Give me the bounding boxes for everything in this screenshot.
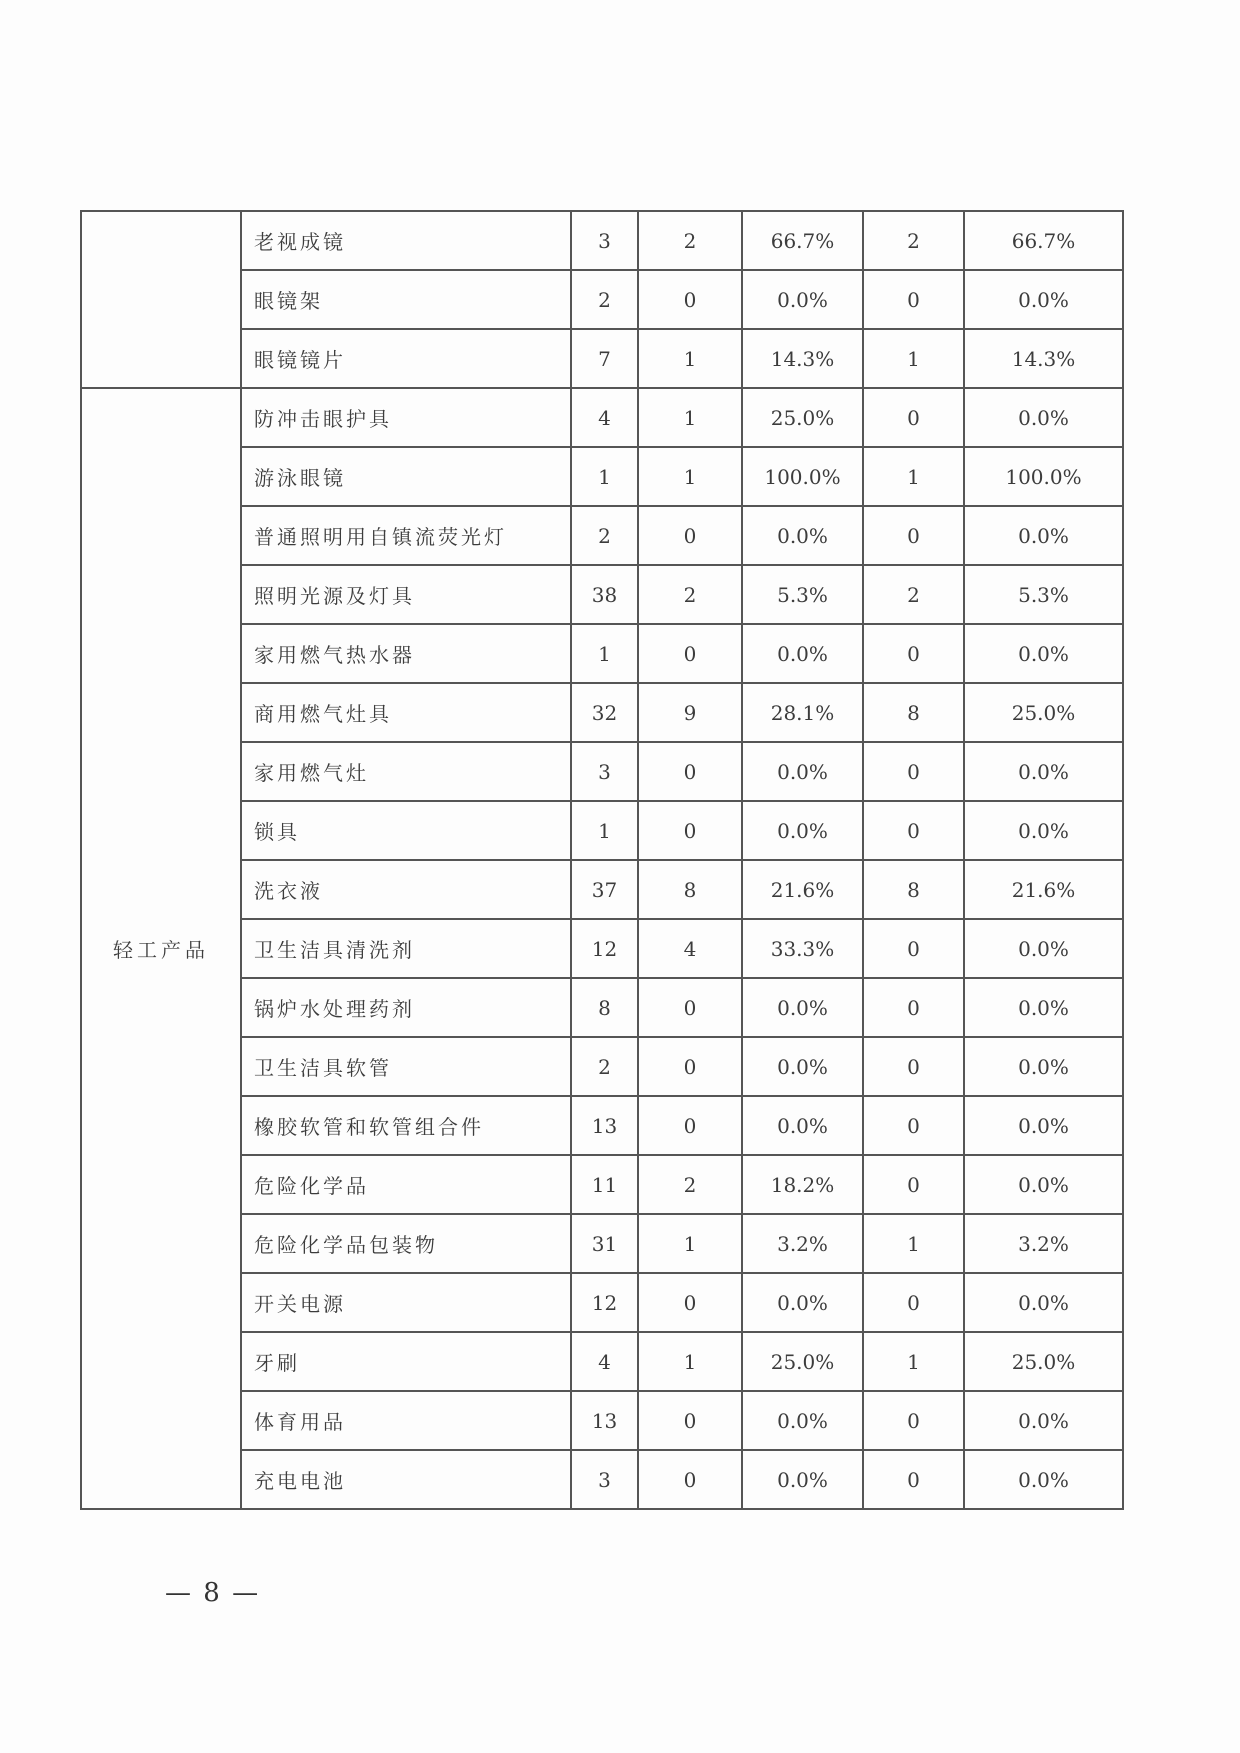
- rate-cell: 66.7%: [964, 211, 1123, 270]
- nonconforming-batches-cell: 0: [638, 624, 742, 683]
- product-name-cell: 家用燃气灶: [241, 742, 571, 801]
- nonconforming-batches-cell: 1: [638, 388, 742, 447]
- table-row: [81, 388, 1123, 447]
- sampled-batches-cell: 37: [571, 860, 638, 919]
- nonconforming-rate-cell: 0.0%: [742, 801, 863, 860]
- nonconforming-count-cell: 1: [863, 1332, 964, 1391]
- table-body: [81, 211, 1123, 1509]
- nonconforming-count-cell: 0: [863, 1273, 964, 1332]
- nonconforming-count-cell: 1: [863, 447, 964, 506]
- nonconforming-rate-cell: 18.2%: [742, 1155, 863, 1214]
- product-name-cell: 橡胶软管和软管组合件: [241, 1096, 571, 1155]
- nonconforming-rate-cell: 21.6%: [742, 860, 863, 919]
- product-name-cell: 危险化学品: [241, 1155, 571, 1214]
- nonconforming-rate-cell: 0.0%: [742, 1450, 863, 1509]
- rate-cell: 14.3%: [964, 329, 1123, 388]
- nonconforming-rate-cell: 25.0%: [742, 1332, 863, 1391]
- product-name-cell: 牙刷: [241, 1332, 571, 1391]
- sampled-batches-cell: 4: [571, 1332, 638, 1391]
- product-name-cell: 卫生洁具软管: [241, 1037, 571, 1096]
- nonconforming-rate-cell: 0.0%: [742, 1037, 863, 1096]
- product-name-cell: 眼镜架: [241, 270, 571, 329]
- nonconforming-batches-cell: 0: [638, 1391, 742, 1450]
- sampled-batches-cell: 4: [571, 388, 638, 447]
- rate-cell: 0.0%: [964, 624, 1123, 683]
- nonconforming-count-cell: 0: [863, 1155, 964, 1214]
- nonconforming-rate-cell: 33.3%: [742, 919, 863, 978]
- product-name-cell: 游泳眼镜: [241, 447, 571, 506]
- rate-cell: 0.0%: [964, 1096, 1123, 1155]
- page-number: — 8 —: [165, 1578, 261, 1608]
- nonconforming-batches-cell: 2: [638, 211, 742, 270]
- nonconforming-batches-cell: 2: [638, 565, 742, 624]
- sampled-batches-cell: 31: [571, 1214, 638, 1273]
- nonconforming-rate-cell: 0.0%: [742, 270, 863, 329]
- nonconforming-count-cell: 0: [863, 1391, 964, 1450]
- rate-cell: 0.0%: [964, 1155, 1123, 1214]
- nonconforming-count-cell: 0: [863, 742, 964, 801]
- rate-cell: 0.0%: [964, 742, 1123, 801]
- product-name-cell: 卫生洁具清洗剂: [241, 919, 571, 978]
- rate-cell: 5.3%: [964, 565, 1123, 624]
- sampled-batches-cell: 8: [571, 978, 638, 1037]
- rate-cell: 0.0%: [964, 506, 1123, 565]
- rate-cell: 21.6%: [964, 860, 1123, 919]
- nonconforming-count-cell: 0: [863, 1450, 964, 1509]
- product-name-cell: 体育用品: [241, 1391, 571, 1450]
- rate-cell: 0.0%: [964, 978, 1123, 1037]
- product-name-cell: 防冲击眼护具: [241, 388, 571, 447]
- nonconforming-count-cell: 0: [863, 919, 964, 978]
- product-name-cell: 锁具: [241, 801, 571, 860]
- sampled-batches-cell: 3: [571, 1450, 638, 1509]
- product-name-cell: 普通照明用自镇流荧光灯: [241, 506, 571, 565]
- rate-cell: 0.0%: [964, 1273, 1123, 1332]
- nonconforming-batches-cell: 1: [638, 1214, 742, 1273]
- sampled-batches-cell: 3: [571, 211, 638, 270]
- nonconforming-rate-cell: 28.1%: [742, 683, 863, 742]
- nonconforming-batches-cell: 1: [638, 447, 742, 506]
- product-name-cell: 老视成镜: [241, 211, 571, 270]
- nonconforming-count-cell: 1: [863, 329, 964, 388]
- rate-cell: 25.0%: [964, 1332, 1123, 1391]
- nonconforming-batches-cell: 0: [638, 801, 742, 860]
- rate-cell: 0.0%: [964, 919, 1123, 978]
- sampled-batches-cell: 12: [571, 1273, 638, 1332]
- sampled-batches-cell: 2: [571, 1037, 638, 1096]
- nonconforming-count-cell: 0: [863, 1096, 964, 1155]
- sampled-batches-cell: 38: [571, 565, 638, 624]
- product-name-cell: 照明光源及灯具: [241, 565, 571, 624]
- nonconforming-rate-cell: 0.0%: [742, 506, 863, 565]
- product-name-cell: 家用燃气热水器: [241, 624, 571, 683]
- sampled-batches-cell: 13: [571, 1096, 638, 1155]
- nonconforming-count-cell: 0: [863, 270, 964, 329]
- nonconforming-batches-cell: 0: [638, 1450, 742, 1509]
- nonconforming-count-cell: 0: [863, 388, 964, 447]
- sampled-batches-cell: 11: [571, 1155, 638, 1214]
- nonconforming-rate-cell: 0.0%: [742, 1273, 863, 1332]
- product-name-cell: 危险化学品包装物: [241, 1214, 571, 1273]
- table-row: [81, 211, 1123, 270]
- nonconforming-batches-cell: 0: [638, 1096, 742, 1155]
- nonconforming-rate-cell: 14.3%: [742, 329, 863, 388]
- nonconforming-rate-cell: 0.0%: [742, 978, 863, 1037]
- rate-cell: 0.0%: [964, 1450, 1123, 1509]
- product-name-cell: 洗衣液: [241, 860, 571, 919]
- nonconforming-count-cell: 2: [863, 211, 964, 270]
- sampled-batches-cell: 1: [571, 801, 638, 860]
- sampled-batches-cell: 1: [571, 447, 638, 506]
- nonconforming-count-cell: 8: [863, 683, 964, 742]
- nonconforming-rate-cell: 66.7%: [742, 211, 863, 270]
- nonconforming-count-cell: 0: [863, 506, 964, 565]
- nonconforming-batches-cell: 1: [638, 329, 742, 388]
- nonconforming-rate-cell: 5.3%: [742, 565, 863, 624]
- nonconforming-rate-cell: 100.0%: [742, 447, 863, 506]
- product-name-cell: 充电电池: [241, 1450, 571, 1509]
- product-name-cell: 眼镜镜片: [241, 329, 571, 388]
- sampled-batches-cell: 1: [571, 624, 638, 683]
- category-cell-light-industry: 轻工产品: [81, 388, 241, 1509]
- nonconforming-count-cell: 0: [863, 801, 964, 860]
- sampled-batches-cell: 7: [571, 329, 638, 388]
- nonconforming-batches-cell: 0: [638, 978, 742, 1037]
- rate-cell: 3.2%: [964, 1214, 1123, 1273]
- nonconforming-rate-cell: 25.0%: [742, 388, 863, 447]
- nonconforming-batches-cell: 0: [638, 506, 742, 565]
- sampled-batches-cell: 12: [571, 919, 638, 978]
- nonconforming-count-cell: 0: [863, 978, 964, 1037]
- nonconforming-batches-cell: 1: [638, 1332, 742, 1391]
- sampled-batches-cell: 13: [571, 1391, 638, 1450]
- nonconforming-batches-cell: 0: [638, 1037, 742, 1096]
- nonconforming-rate-cell: 3.2%: [742, 1214, 863, 1273]
- sampled-batches-cell: 32: [571, 683, 638, 742]
- inspection-results-table: [80, 210, 1124, 1510]
- nonconforming-rate-cell: 0.0%: [742, 624, 863, 683]
- nonconforming-batches-cell: 8: [638, 860, 742, 919]
- nonconforming-count-cell: 8: [863, 860, 964, 919]
- category-cell-continued: [81, 211, 241, 388]
- rate-cell: 0.0%: [964, 1037, 1123, 1096]
- sampled-batches-cell: 2: [571, 506, 638, 565]
- nonconforming-rate-cell: 0.0%: [742, 742, 863, 801]
- nonconforming-rate-cell: 0.0%: [742, 1096, 863, 1155]
- rate-cell: 0.0%: [964, 1391, 1123, 1450]
- product-name-cell: 商用燃气灶具: [241, 683, 571, 742]
- nonconforming-batches-cell: 2: [638, 1155, 742, 1214]
- rate-cell: 0.0%: [964, 388, 1123, 447]
- nonconforming-batches-cell: 9: [638, 683, 742, 742]
- nonconforming-count-cell: 1: [863, 1214, 964, 1273]
- rate-cell: 0.0%: [964, 801, 1123, 860]
- rate-cell: 100.0%: [964, 447, 1123, 506]
- rate-cell: 25.0%: [964, 683, 1123, 742]
- nonconforming-batches-cell: 4: [638, 919, 742, 978]
- nonconforming-batches-cell: 0: [638, 1273, 742, 1332]
- product-name-cell: 开关电源: [241, 1273, 571, 1332]
- nonconforming-batches-cell: 0: [638, 270, 742, 329]
- nonconforming-batches-cell: 0: [638, 742, 742, 801]
- product-name-cell: 锅炉水处理药剂: [241, 978, 571, 1037]
- nonconforming-count-cell: 0: [863, 1037, 964, 1096]
- nonconforming-count-cell: 2: [863, 565, 964, 624]
- rate-cell: 0.0%: [964, 270, 1123, 329]
- nonconforming-count-cell: 0: [863, 624, 964, 683]
- nonconforming-rate-cell: 0.0%: [742, 1391, 863, 1450]
- sampled-batches-cell: 3: [571, 742, 638, 801]
- sampled-batches-cell: 2: [571, 270, 638, 329]
